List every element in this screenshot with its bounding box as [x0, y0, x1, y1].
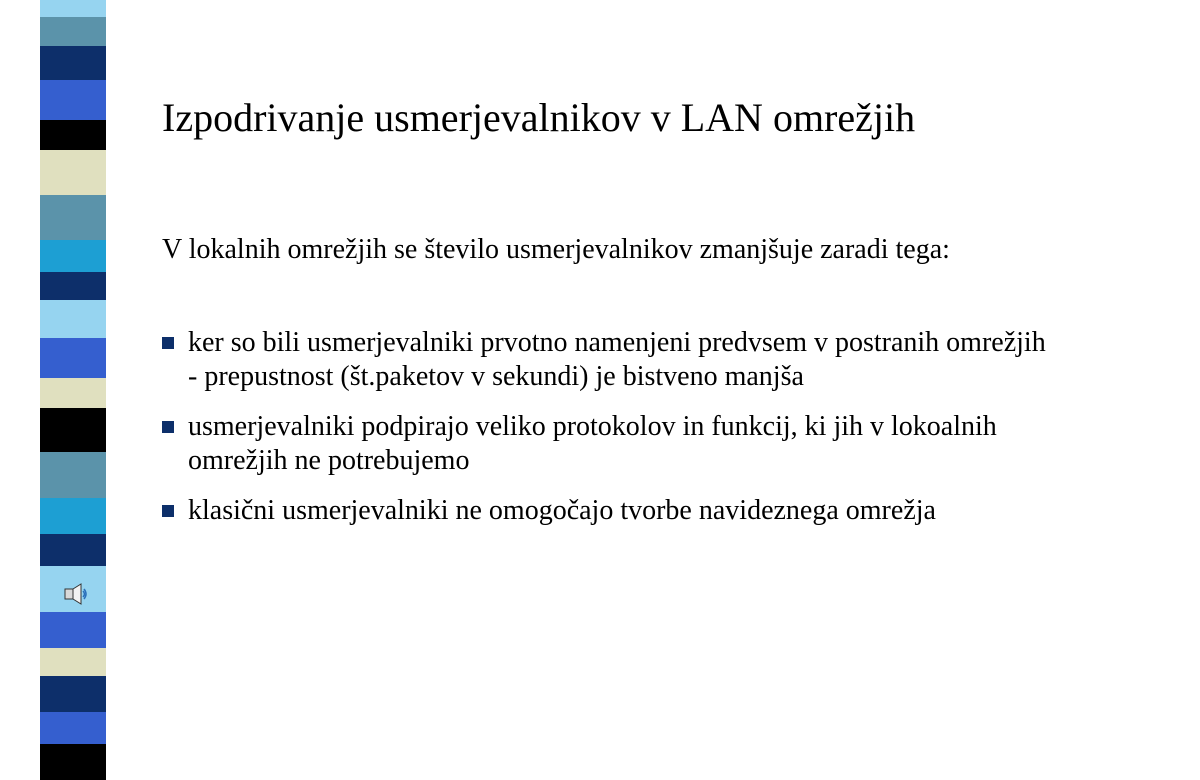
- stripe-block: [40, 46, 106, 80]
- stripe-block: [40, 195, 106, 240]
- stripe-block: [40, 452, 106, 498]
- bullet-square-icon: [162, 337, 174, 349]
- stripe-block: [40, 612, 106, 648]
- stripe-block: [40, 150, 106, 195]
- stripe-block: [40, 80, 106, 120]
- stripe-block: [40, 712, 106, 744]
- intro-text: V lokalnih omrežjih se število usmerjevalnikov zmanjšuje zaradi tega:: [162, 234, 950, 265]
- slide-title: Izpodrivanje usmerjevalnikov v LAN omrežjih: [162, 95, 916, 140]
- bullet-square-icon: [162, 505, 174, 517]
- stripe-block: [40, 744, 106, 780]
- bullet-text-line: usmerjevalniki podpirajo veliko protokolov in funkcij, ki jih v lokoalnih: [188, 411, 997, 442]
- stripe-block: [40, 534, 106, 566]
- stripe-block: [40, 648, 106, 676]
- bullet-item: [162, 326, 1192, 394]
- stripe-block: [40, 300, 106, 338]
- bullet-list: [162, 326, 1192, 544]
- speaker-icon[interactable]: [64, 582, 90, 606]
- bullet-item: [162, 410, 1192, 478]
- bullet-text-line: omrežjih ne potrebujemo: [188, 445, 470, 476]
- stripe-block: [40, 338, 106, 378]
- stripe-block: [40, 120, 106, 150]
- bullet-text-line: ker so bili usmerjevalniki prvotno namenjeni predvsem v postranih omrežjih: [188, 327, 1046, 358]
- stripe-block: [40, 378, 106, 408]
- stripe-block: [40, 498, 106, 534]
- stripe-block: [40, 0, 106, 17]
- bullet-text-line: - prepustnost (št.paketov v sekundi) je bistveno manjša: [188, 361, 804, 392]
- bullet-item: [162, 494, 1192, 528]
- stripe-block: [40, 676, 106, 712]
- decorative-stripe: [40, 0, 106, 780]
- stripe-block: [40, 408, 106, 452]
- stripe-block: [40, 17, 106, 46]
- bullet-text-line: klasični usmerjevalniki ne omogočajo tvorbe navideznega omrežja: [188, 495, 936, 526]
- bullet-square-icon: [162, 421, 174, 433]
- stripe-block: [40, 272, 106, 300]
- stripe-block: [40, 240, 106, 272]
